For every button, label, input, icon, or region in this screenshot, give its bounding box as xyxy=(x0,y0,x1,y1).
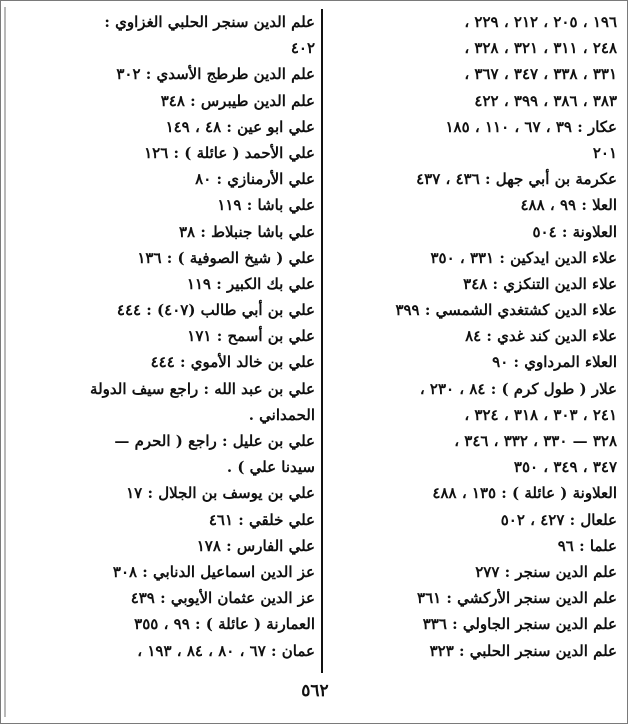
index-line: علاء الدين التنكزي : ٣٤٨ xyxy=(463,274,617,293)
index-line: العمارنة ( عائلة ) : ٩٩ ، ٣٥٥ xyxy=(134,615,315,634)
index-line: ٢٠١ xyxy=(592,143,617,162)
scan-edge-shadow xyxy=(4,7,6,717)
index-line: ٢٤١ ، ٣٠٣ ، ٣١٨ ، ٣٢٤ ، xyxy=(464,405,617,424)
index-line: ١٩٦ ، ٢٠٥ ، ٢١٢ ، ٢٢٩ ، xyxy=(464,13,617,31)
index-line: ٢٤٨ ، ٣١١ ، ٣٢١ ، ٣٢٨ ، xyxy=(464,39,617,58)
index-line: عز الدين اسماعيل الدنابي : ٣٠٨ xyxy=(112,562,315,581)
index-line: ٣٢٨ — ٣٣٠ ، ٣٣٢ ، ٣٤٦ ، xyxy=(454,432,617,450)
index-line: عز الدين عثمان الأيوبي : ٤٣٩ xyxy=(130,589,315,608)
index-line: علي بن عليل : راجع ( الحرم — xyxy=(114,432,315,450)
index-line: علم الدين طرطج الأسدي : ٣٠٢ xyxy=(116,65,315,84)
index-line: علي بن يوسف بن الجلال : ١٧ xyxy=(126,484,315,503)
index-line: علم الدين طيبرس : ٣٤٨ xyxy=(160,91,315,110)
column-divider xyxy=(321,9,323,673)
index-line: العلا : ٩٩ ، ٤٨٨ xyxy=(520,196,617,215)
index-line: علعال : ٤٢٧ ، ٥٠٢ xyxy=(500,510,617,529)
index-line: ٣٣١ ، ٣٣٨ ، ٣٤٧ ، ٣٦٧ ، xyxy=(464,65,617,84)
index-line: علي الأرمنازي : ٨٠ xyxy=(195,170,315,189)
index-line: عكار : ٣٩ ، ٦٧ ، ١١٠ ، ١٨٥ xyxy=(445,117,617,136)
index-line: العلاونة : ٥٠٤ xyxy=(532,222,617,241)
index-line: العلاونة ( عائلة ) : ١٣٥ ، ٤٨٨ xyxy=(432,484,617,503)
index-line: العلاء المرداوي : ٩٠ xyxy=(492,353,617,372)
index-line: علي بن أبي طالب (٤٠٧) : ٤٤٤ xyxy=(116,301,315,320)
index-line: علي باشا جنبلاط : ٣٨ xyxy=(178,222,315,241)
index-line: علي بن أسمح : ١٧١ xyxy=(187,327,315,346)
index-line: علي باشا : ١١٩ xyxy=(217,196,315,215)
index-line: عكرمة بن أبي جهل : ٤٣٦ ، ٤٣٧ xyxy=(416,170,617,189)
index-line: ٣٤٧ ، ٣٤٩ ، ٣٥٠ xyxy=(513,458,617,477)
index-line: ٤٠٢ xyxy=(290,39,315,58)
index-line: علما : ٩٦ xyxy=(557,536,617,555)
index-line: سيدنا علي ) . xyxy=(226,458,315,477)
index-line: عمان : ٦٧ ، ٨٠ ، ٨٤ ، ١٩٣ ، xyxy=(137,641,315,660)
index-line: علي بن عبد الله : راجع سيف الدولة xyxy=(90,379,315,398)
index-line: علي الأحمد ( عائلة ) : ١٢٦ xyxy=(144,143,315,162)
index-line: علي ابو عين : ٤٨ ، ١٤٩ xyxy=(165,117,315,136)
index-line: علم الدين سنجر الحلبي الغزاوي : xyxy=(104,13,315,31)
index-line: علم الدين سنجر الجاولي : ٣٣٦ xyxy=(422,615,617,634)
index-column-right xyxy=(327,9,617,664)
index-column-left xyxy=(15,9,315,664)
index-line: علاء الدين ايدكين : ٣٣١ ، ٣٥٠ xyxy=(430,248,617,267)
index-line: علاء الدين كند غدي : ٨٤ xyxy=(465,327,617,346)
index-line: علي خلقي : ٤٦١ xyxy=(208,510,315,529)
page-number: ٥٦٢ xyxy=(301,681,329,701)
index-line: علاء الدين كشتغدي الشمسي : ٣٩٩ xyxy=(395,301,617,320)
index-line: علم الدين سنجر الحلبي : ٣٢٣ xyxy=(429,641,617,660)
index-line: علي بن خالد الأموي : ٤٤٤ xyxy=(150,353,315,372)
index-line: علي الفارس : ١٧٨ xyxy=(196,536,315,555)
index-line: علار ( طول كرم ) : ٨٤ ، ٢٣٠ ، xyxy=(419,379,617,398)
index-line: ٣٨٣ ، ٣٨٦ ، ٣٩٩ ، ٤٢٢ xyxy=(474,91,617,110)
index-line: علم الدين سنجر : ٢٧٧ xyxy=(475,562,617,581)
index-line: الحمداني . xyxy=(248,405,315,424)
index-line: علي ( شيخ الصوفية ) : ١٣٦ xyxy=(137,248,315,267)
index-line: علم الدين سنجر الأركشي : ٣٦١ xyxy=(417,589,617,608)
index-line: علي بك الكبير : ١١٩ xyxy=(186,274,315,293)
